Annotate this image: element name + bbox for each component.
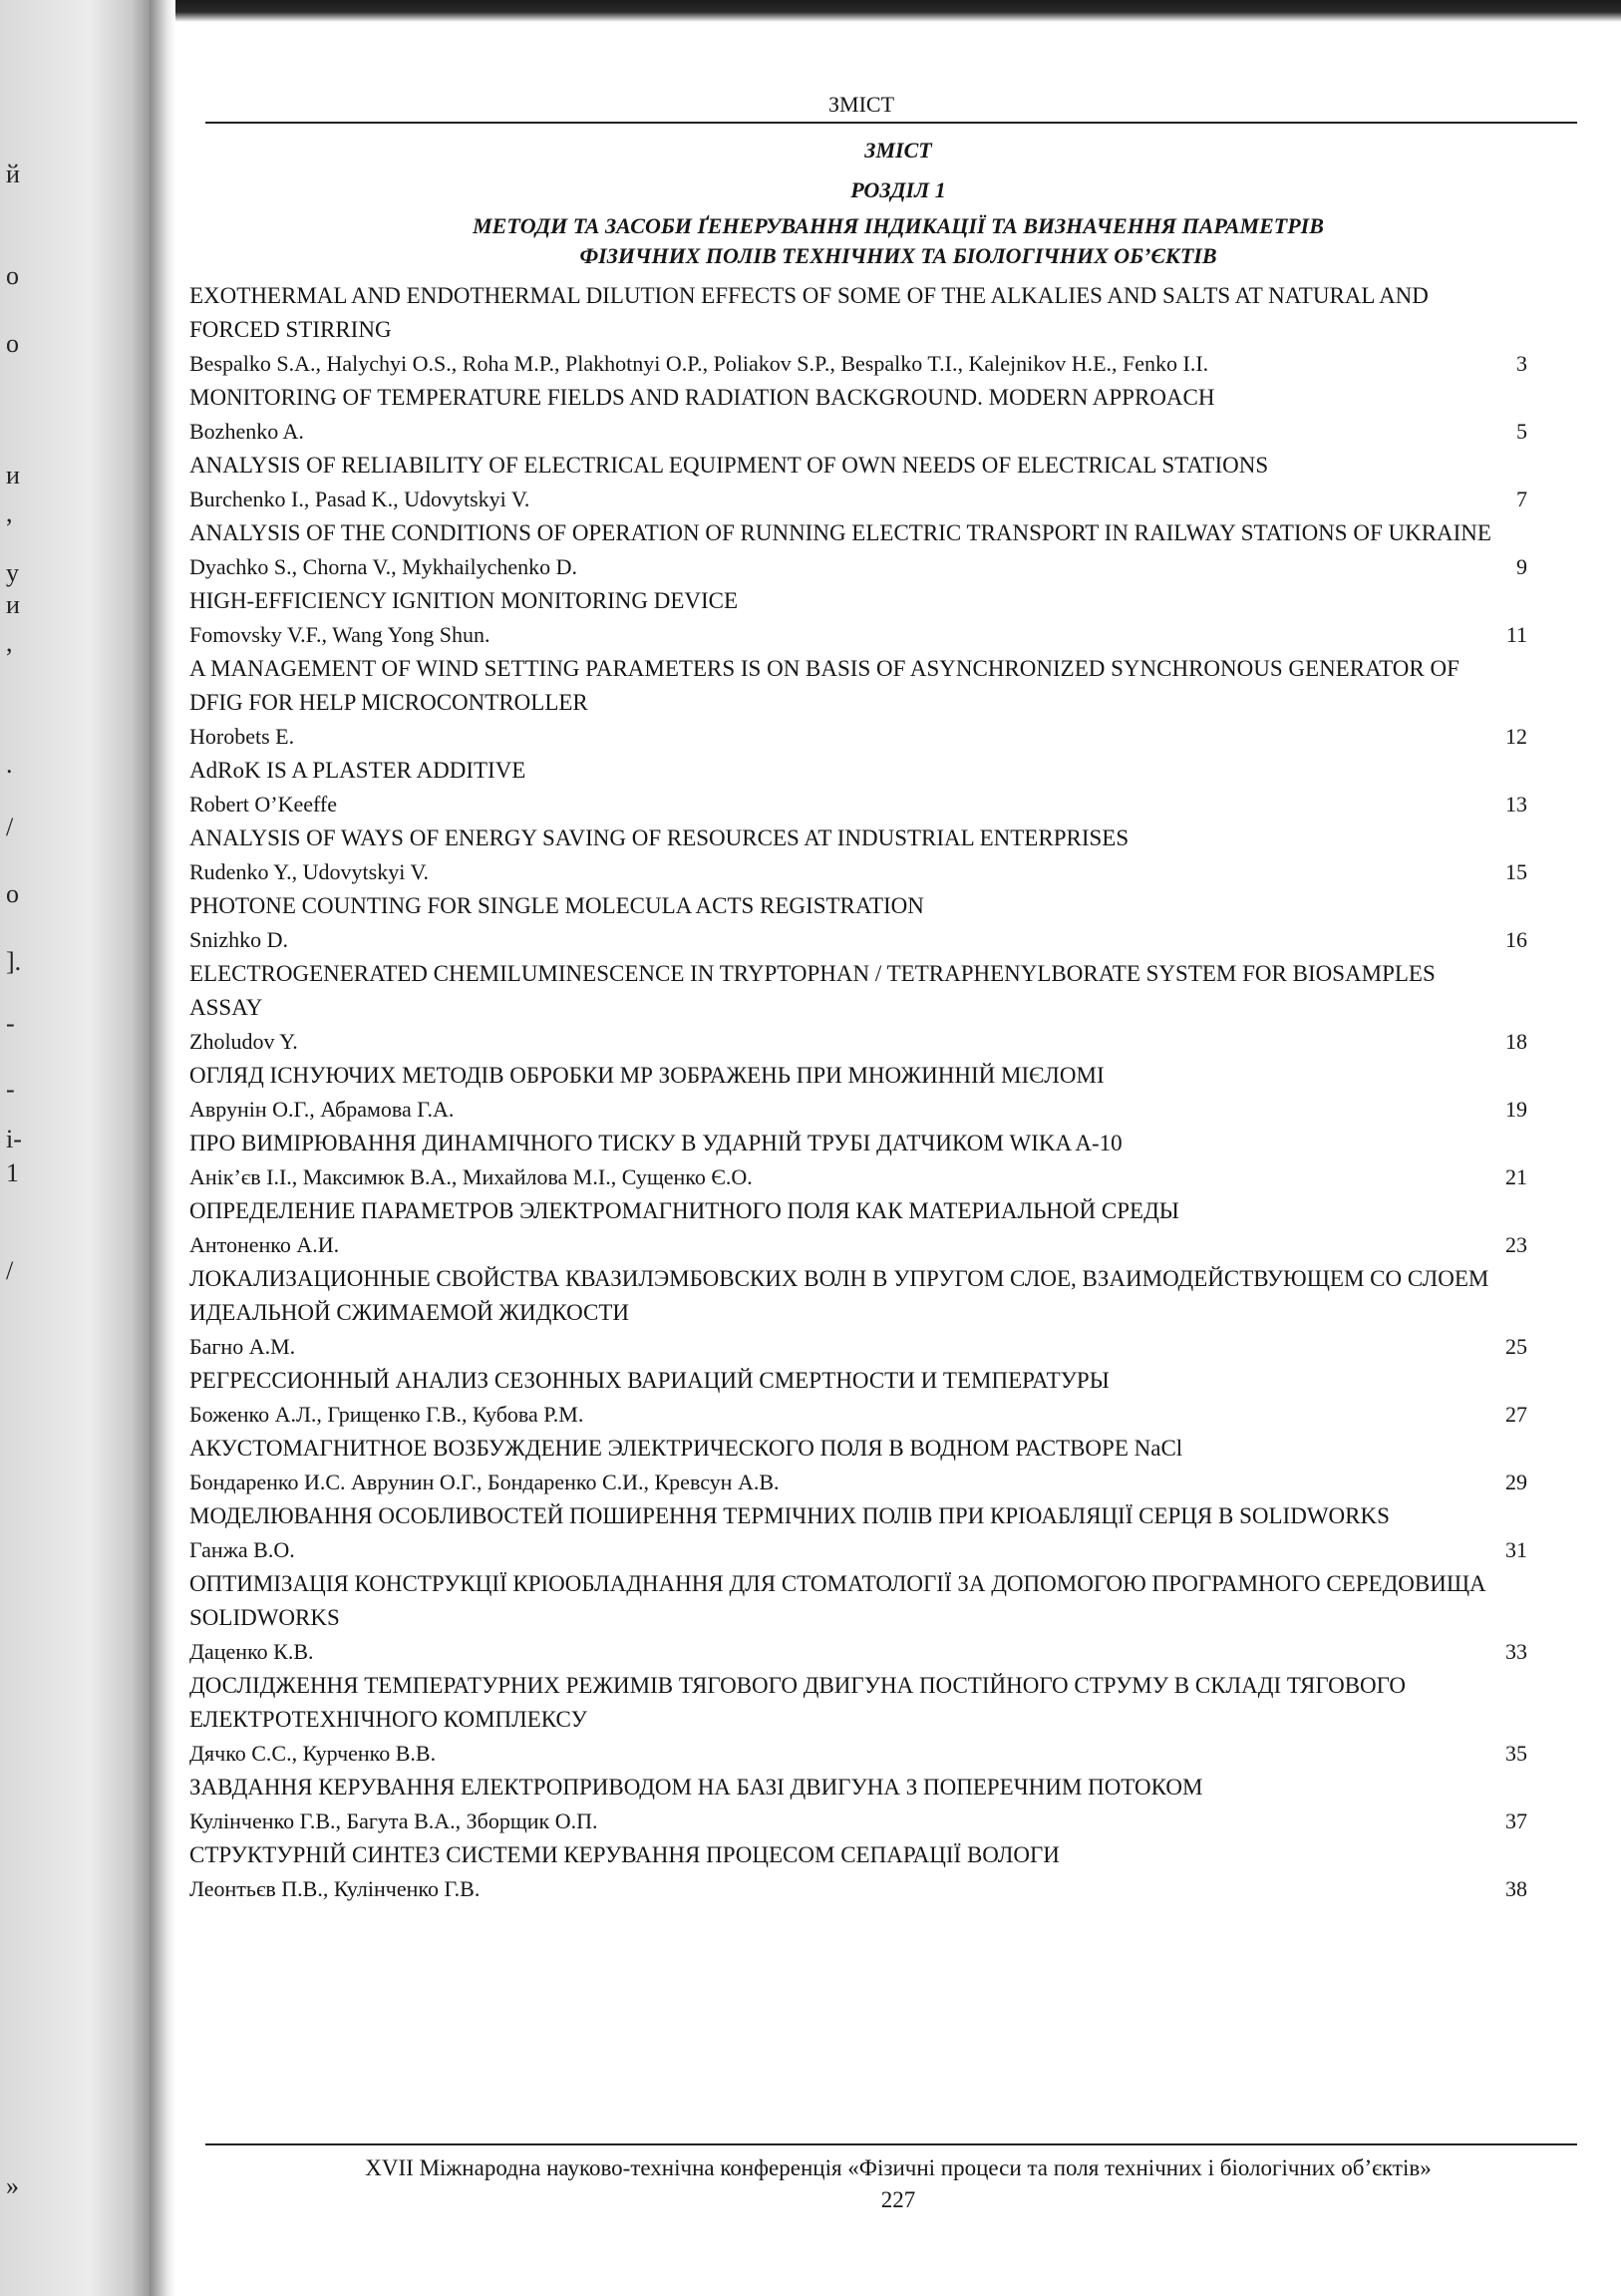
section-title-line1: МЕТОДИ ТА ЗАСОБИ ҐЕНЕРУВАННЯ ІНДИКАЦІЇ ТА ВИЗНАЧЕННЯ ПАРАМЕТРІВ [473,213,1324,238]
entry-authors: Анік’єв І.І., Максимюк В.А., Михайлова М.І., Сущенко Є.О. [189,1164,753,1189]
entry-page-number: 31 [1505,1537,1527,1562]
entry-authors: Боженко А.Л., Грищенко Г.В., Кубова Р.М. [189,1402,584,1427]
entry-title: АКУСТОМАГНИТНОЕ ВОЗБУЖДЕНИЕ ЭЛЕКТРИЧЕСКОГО ПОЛЯ В ВОДНОМ РАСТВОРЕ NaCl [189,1436,1183,1461]
margin-char: о [6,879,19,908]
entry-authors: Аврунін О.Г., Абрамова Г.А. [189,1097,455,1122]
entry-page-number: 21 [1505,1164,1527,1189]
contents-entry [175,1771,1621,1838]
margin-char: й [6,160,20,188]
entry-title: ANALYSIS OF WAYS OF ENERGY SAVING OF RESOURCES AT INDUSTRIAL ENTERPRISES [189,825,1130,850]
contents-entry [175,1194,1621,1262]
contents-entry [175,1499,1621,1567]
contents-entry [175,754,1621,821]
entry-authors: Бондаренко И.С. Аврунин О.Г., Бондаренко С.И., Кревсун А.В. [189,1470,780,1494]
entry-title: ДОСЛІДЖЕННЯ ТЕМПЕРАТУРНИХ РЕЖИМІВ ТЯГОВОГО ДВИГУНА ПОСТІЙНОГО СТРУМУ В СКЛАДІ ТЯГОВОГО ЕЛЕКТРОТЕХНІЧНОГО КОМПЛЕКСУ [189,1673,1406,1732]
entry-title: ОПТИМІЗАЦІЯ КОНСТРУКЦІЇ КРІООБЛАДНАННЯ ДЛЯ СТОМАТОЛОГІЇ ЗА ДОПОМОГОЮ ПРОГРАМНОГО СЕРЕДОВИЩА SOLIDWORKS [189,1571,1486,1630]
margin-char: - [6,1075,15,1104]
entry-title: ELECTROGENERATED CHEMILUMINESCENCE IN TRYPTOPHAN / TETRAPHENYLBORATE SYSTEM FOR BIOSAMPLES ASSAY [189,961,1436,1020]
entry-authors: Rudenko Y., Udovytskyi V. [189,859,430,884]
entry-authors: Даценко К.В. [189,1639,314,1664]
entry-title: AdRoK IS A PLASTER ADDITIVE [189,758,526,783]
book-fold-shadow [150,0,175,2296]
entry-page-number: 15 [1505,859,1527,884]
contents-entry [175,1838,1621,1906]
entry-page-number: 11 [1505,622,1527,647]
entry-title: ПРО ВИМІРЮВАННЯ ДИНАМІЧНОГО ТИСКУ В УДАРНІЙ ТРУБІ ДАТЧИКОМ WIKA A-10 [189,1131,1123,1155]
entry-authors: Леонтьєв П.В., Кулінченко Г.В. [189,1876,481,1901]
section-title-line2: ФІЗИЧНИХ ПОЛІВ ТЕХНІЧНИХ ТА БІОЛОГІЧНИХ ОБ’ЄКТІВ [579,243,1217,268]
contents-entry [175,381,1621,449]
entry-page-number: 19 [1505,1097,1527,1122]
entry-authors: Horobets E. [189,724,295,749]
contents-entry [175,1059,1621,1127]
contents-list [175,279,1621,1906]
margin-char: і- [6,1125,22,1153]
entry-authors: Ганжа В.О. [189,1537,295,1562]
entry-page-number: 16 [1505,927,1527,952]
contents-page [175,0,1621,2296]
margin-char: у [6,558,19,587]
entry-title: ANALYSIS OF THE CONDITIONS OF OPERATION OF RUNNING ELECTRIC TRANSPORT IN RAILWAY STATIONS OF UKRAINE [189,520,1491,545]
footer-page-number: 227 [880,2187,916,2212]
entry-title: РЕГРЕССИОННЫЙ АНАЛИЗ СЕЗОННЫХ ВАРИАЦИЙ СМЕРТНОСТИ И ТЕМПЕРАТУРЫ [189,1368,1110,1393]
footer-rule [205,2143,1577,2145]
entry-title: EXOTHERMAL AND ENDOTHERMAL DILUTION EFFECTS OF SOME OF THE ALKALIES AND SALTS AT NATURAL AND FORCED STIRRING [189,283,1429,342]
contents-entry [175,1567,1621,1669]
contents-entry [175,889,1621,957]
contents-entry [175,1432,1621,1499]
contents-entry [175,821,1621,889]
entry-authors: Дячко С.С., Курченко В.В. [189,1741,437,1766]
running-header: ЗМІСТ [828,92,895,117]
margin-char: , [6,628,13,657]
entry-title: ОГЛЯД ІСНУЮЧИХ МЕТОДІВ ОБРОБКИ МР ЗОБРАЖЕНЬ ПРИ МНОЖИННІЙ МІЄЛОМІ [189,1063,1105,1088]
margin-char: и [6,461,20,490]
margin-char: - [6,1009,15,1038]
contents-entry [175,449,1621,516]
margin-char: » [6,2171,19,2200]
contents-entry [175,279,1621,381]
section-label: РОЗДІЛ 1 [850,177,946,202]
entry-page-number: 33 [1505,1639,1527,1664]
entry-title: ANALYSIS OF RELIABILITY OF ELECTRICAL EQUIPMENT OF OWN NEEDS OF ELECTRICAL STATIONS [189,453,1269,478]
entry-page-number: 3 [1516,351,1527,376]
entry-authors: Zholudov Y. [189,1029,298,1054]
contents-entry [175,957,1621,1059]
adjacent-page-strip [0,0,150,2296]
margin-char: ]. [6,947,22,976]
entry-page-number: 25 [1505,1334,1527,1359]
margin-char: . [6,750,13,779]
contents-entry [175,1669,1621,1771]
entry-page-number: 38 [1505,1876,1527,1901]
entry-title: PHOTONE COUNTING FOR SINGLE MOLECULA ACTS REGISTRATION [189,893,924,918]
entry-page-number: 29 [1505,1470,1527,1494]
entry-authors: Bozhenko A. [189,419,304,444]
entry-page-number: 23 [1505,1232,1527,1257]
contents-entry [175,1127,1621,1194]
contents-entry [175,516,1621,584]
entry-page-number: 18 [1505,1029,1527,1054]
entry-page-number: 37 [1505,1808,1527,1833]
contents-entry [175,652,1621,754]
entry-title: A MANAGEMENT OF WIND SETTING PARAMETERS IS ON BASIS OF ASYNCHRONIZED SYNCHRONOUS GENERATOR OF DFIG FOR HELP MICROCONTROLLER [189,656,1459,715]
margin-char: / [6,813,14,841]
contents-entry [175,584,1621,652]
contents-entry [175,1364,1621,1432]
footer-conference: XVII Міжнародна науково-технічна конференція «Фізичні процеси та поля технічних і біологічних об’єктів» [365,2155,1432,2180]
entry-page-number: 27 [1505,1402,1527,1427]
entry-authors: Bespalko S.A., Halychyi O.S., Roha M.P., Plakhotnyi O.P., Poliakov S.P., Bespalko T.I., Kalejnikov H.E., Fenko I.I. [189,351,1209,376]
entry-authors: Dyachko S., Chorna V., Mykhailychenko D. [189,554,578,579]
entry-page-number: 35 [1505,1741,1527,1766]
entry-authors: Snizhko D. [189,927,288,952]
entry-title: ЛОКАЛИЗАЦИОННЫЕ СВОЙСТВА КВАЗИЛЭМБОВСКИХ ВОЛН В УПРУГОМ СЛОЕ, ВЗАИМОДЕЙСТВУЮЩЕМ СО СЛОЕМ ИДЕАЛЬНОЙ СЖИМАЕМОЙ ЖИДКОСТИ [189,1266,1489,1325]
margin-char: о [6,329,19,358]
contents-title: ЗМІСТ [864,138,932,163]
entry-authors: Антоненко А.И. [189,1232,340,1257]
entry-page-number: 12 [1505,724,1527,749]
contents-entry [175,1262,1621,1364]
entry-page-number: 9 [1516,554,1527,579]
entry-authors: Кулінченко Г.В., Багута В.А., Зборщик О.П. [189,1808,598,1833]
margin-char: 1 [6,1158,19,1187]
entry-page-number: 5 [1516,419,1527,444]
entry-authors: Fomovsky V.F., Wang Yong Shun. [189,622,490,647]
entry-authors: Robert O’Keeffe [189,792,338,817]
entry-title: МОДЕЛЮВАННЯ ОСОБЛИВОСТЕЙ ПОШИРЕННЯ ТЕРМІЧНИХ ПОЛІВ ПРИ КРІОАБЛЯЦІЇ СЕРЦЯ В SOLIDWORKS [189,1503,1390,1528]
entry-page-number: 7 [1516,487,1527,511]
entry-title: MONITORING OF TEMPERATURE FIELDS AND RADIATION BACKGROUND. MODERN APPROACH [189,385,1215,410]
margin-char: и [6,590,20,619]
entry-title: СТРУКТУРНІЙ СИНТЕЗ СИСТЕМИ КЕРУВАННЯ ПРОЦЕСОМ СЕПАРАЦІЇ ВОЛОГИ [189,1842,1060,1867]
entry-title: HIGH-EFFICIENCY IGNITION MONITORING DEVICE [189,588,739,613]
header-rule [205,122,1577,124]
margin-char: о [6,261,19,290]
entry-title: ЗАВДАННЯ КЕРУВАННЯ ЕЛЕКТРОПРИВОДОМ НА БАЗІ ДВИГУНА З ПОПЕРЕЧНИМ ПОТОКОМ [189,1775,1203,1800]
entry-title: ОПРЕДЕЛЕНИЕ ПАРАМЕТРОВ ЭЛЕКТРОМАГНИТНОГО ПОЛЯ КАК МАТЕРИАЛЬНОЙ СРЕДЫ [189,1198,1179,1223]
margin-char: / [6,1256,14,1285]
entry-authors: Burchenko I., Pasad K., Udovytskyi V. [189,487,530,511]
entry-authors: Багно А.М. [189,1334,296,1359]
margin-char: , [6,498,13,527]
entry-page-number: 13 [1505,792,1527,817]
